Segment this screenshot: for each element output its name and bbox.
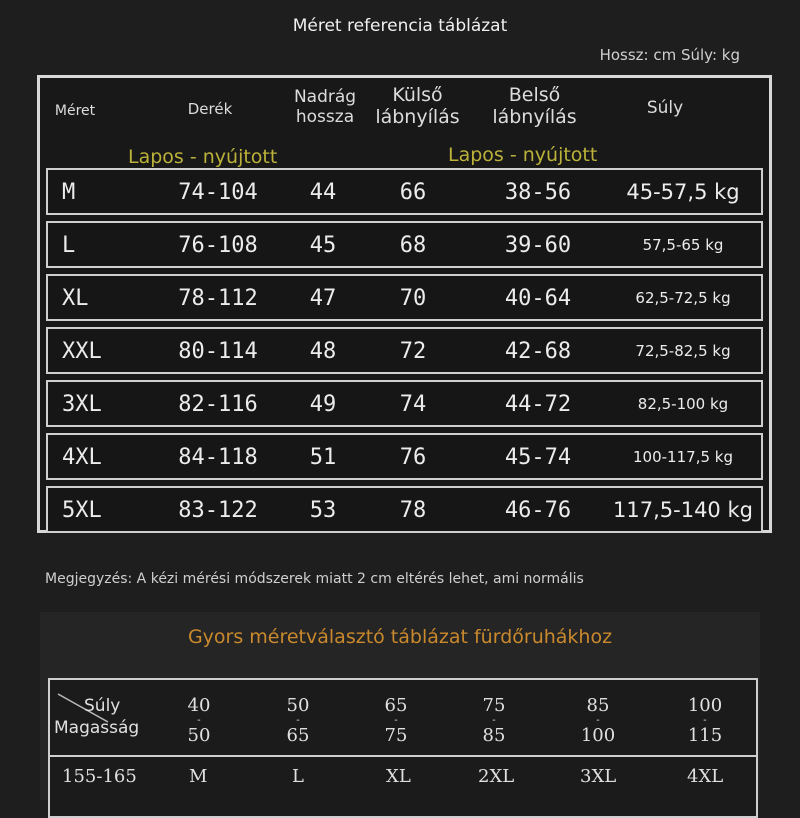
table-row — [46, 433, 763, 480]
cell-size: XL — [62, 286, 89, 311]
cell-size: M — [62, 180, 76, 205]
cell-weight: 82,5-100 kg — [637, 395, 729, 413]
weight-range-100-115 — [680, 694, 730, 748]
header-belso-line1: Belső — [508, 84, 561, 106]
header-belso-labnyilas — [477, 85, 592, 129]
range-top: 100 — [687, 695, 723, 716]
cell-weight: 45-57,5 kg — [626, 180, 740, 204]
cell-size: 5XL — [62, 498, 102, 523]
header-nadrag-line1: Nadrág — [293, 87, 357, 107]
range-bottom: 85 — [482, 725, 506, 746]
cell-inner: 42-68 — [504, 339, 572, 364]
range-dash: - — [296, 715, 300, 726]
size-reference-table — [37, 75, 772, 533]
cell-outer: 70 — [399, 286, 427, 311]
range-top: 65 — [384, 695, 408, 716]
size-cell: L — [292, 766, 304, 787]
header-kulso-line1: Külső — [392, 84, 443, 106]
cell-length: 49 — [309, 392, 337, 417]
table-row — [46, 327, 763, 374]
range-bottom: 50 — [187, 725, 211, 746]
weight-range-50-65 — [276, 694, 320, 748]
header-nadrag-hossza — [280, 88, 370, 127]
cell-length: 45 — [309, 233, 337, 258]
weight-range-85-100 — [573, 694, 623, 748]
quick-size-table — [48, 678, 758, 818]
cell-outer: 72 — [399, 339, 427, 364]
range-dash: - — [492, 715, 496, 726]
header-meret: Méret — [54, 103, 96, 119]
weight-range-40-50 — [177, 694, 221, 748]
header-kulso-line2: lábnyílás — [375, 105, 460, 128]
cell-waist: 84-118 — [178, 445, 258, 470]
cell-outer: 68 — [399, 233, 427, 258]
note-lapos-left: Lapos - nyújtott — [128, 146, 278, 168]
cell-length: 48 — [309, 339, 337, 364]
table-row — [46, 168, 763, 215]
weight-range-75-85 — [472, 694, 516, 748]
quick-table-title: Gyors méretválasztó táblázat fürdőruhákhoz — [187, 626, 613, 648]
cell-waist: 83-122 — [178, 498, 258, 523]
cell-outer: 74 — [399, 392, 427, 417]
header-suly: Súly — [646, 98, 684, 118]
cell-waist: 78-112 — [178, 286, 258, 311]
range-top: 40 — [187, 695, 211, 716]
note-lapos-right: Lapos - nyújtott — [448, 144, 598, 166]
cell-inner: 40-64 — [504, 286, 572, 311]
range-dash: - — [394, 715, 398, 726]
cell-weight: 72,5-82,5 kg — [635, 342, 731, 360]
cell-outer: 66 — [399, 180, 427, 205]
cell-waist: 74-104 — [178, 180, 258, 205]
table-row — [46, 221, 763, 268]
measurement-note: Megjegyzés: A kézi mérési módszerek miatt 2 cm eltérés lehet, ami normális — [45, 571, 584, 587]
corner-height-label: Magasság — [54, 718, 140, 738]
table-row — [46, 486, 763, 533]
range-dash: - — [596, 715, 600, 726]
table-row — [46, 380, 763, 427]
cell-inner: 45-74 — [504, 445, 572, 470]
cell-inner: 38-56 — [504, 180, 572, 205]
range-bottom: 100 — [580, 725, 616, 746]
cell-weight: 100-117,5 kg — [633, 448, 733, 466]
cell-waist: 80-114 — [178, 339, 258, 364]
cell-inner: 46-76 — [504, 498, 572, 523]
header-derek: Derék — [187, 100, 233, 118]
size-cell: 2XL — [478, 766, 515, 787]
range-top: 50 — [286, 695, 310, 716]
weight-range-65-75 — [374, 694, 418, 748]
cell-weight: 62,5-72,5 kg — [635, 289, 731, 307]
height-label: 155-165 — [62, 766, 137, 787]
header-kulso-labnyilas — [360, 85, 475, 129]
table-row — [46, 274, 763, 321]
row-divider — [50, 755, 756, 757]
cell-outer: 76 — [399, 445, 427, 470]
range-bottom: 115 — [687, 725, 723, 746]
cell-inner: 44-72 — [504, 392, 572, 417]
cell-length: 47 — [309, 286, 337, 311]
size-cell: 4XL — [687, 766, 724, 787]
cell-weight: 57,5-65 kg — [642, 236, 724, 254]
cell-waist: 82-116 — [178, 392, 258, 417]
range-bottom: 75 — [384, 725, 408, 746]
size-cell: 3XL — [580, 766, 617, 787]
cell-length: 51 — [309, 445, 337, 470]
corner-weight-label: Súly — [84, 696, 121, 716]
cell-waist: 76-108 — [178, 233, 258, 258]
cell-size: 3XL — [62, 392, 102, 417]
range-bottom: 65 — [286, 725, 310, 746]
cell-size: L — [62, 233, 76, 258]
range-dash: - — [197, 715, 201, 726]
cell-inner: 39-60 — [504, 233, 572, 258]
size-cell: M — [189, 766, 208, 787]
cell-length: 53 — [309, 498, 337, 523]
header-belso-line2: lábnyílás — [492, 105, 577, 128]
cell-weight: 117,5-140 kg — [613, 498, 753, 522]
range-dash: - — [703, 715, 707, 726]
units-label: Hossz: cm Súly: kg — [599, 46, 740, 64]
range-top: 85 — [586, 695, 610, 716]
cell-size: XXL — [62, 339, 102, 364]
size-cell: XL — [386, 766, 411, 787]
cell-size: 4XL — [62, 445, 102, 470]
header-nadrag-line2: hossza — [295, 106, 355, 127]
cell-length: 44 — [309, 180, 337, 205]
range-top: 75 — [482, 695, 506, 716]
cell-outer: 78 — [399, 498, 427, 523]
page-title: Méret referencia táblázat — [292, 16, 508, 36]
